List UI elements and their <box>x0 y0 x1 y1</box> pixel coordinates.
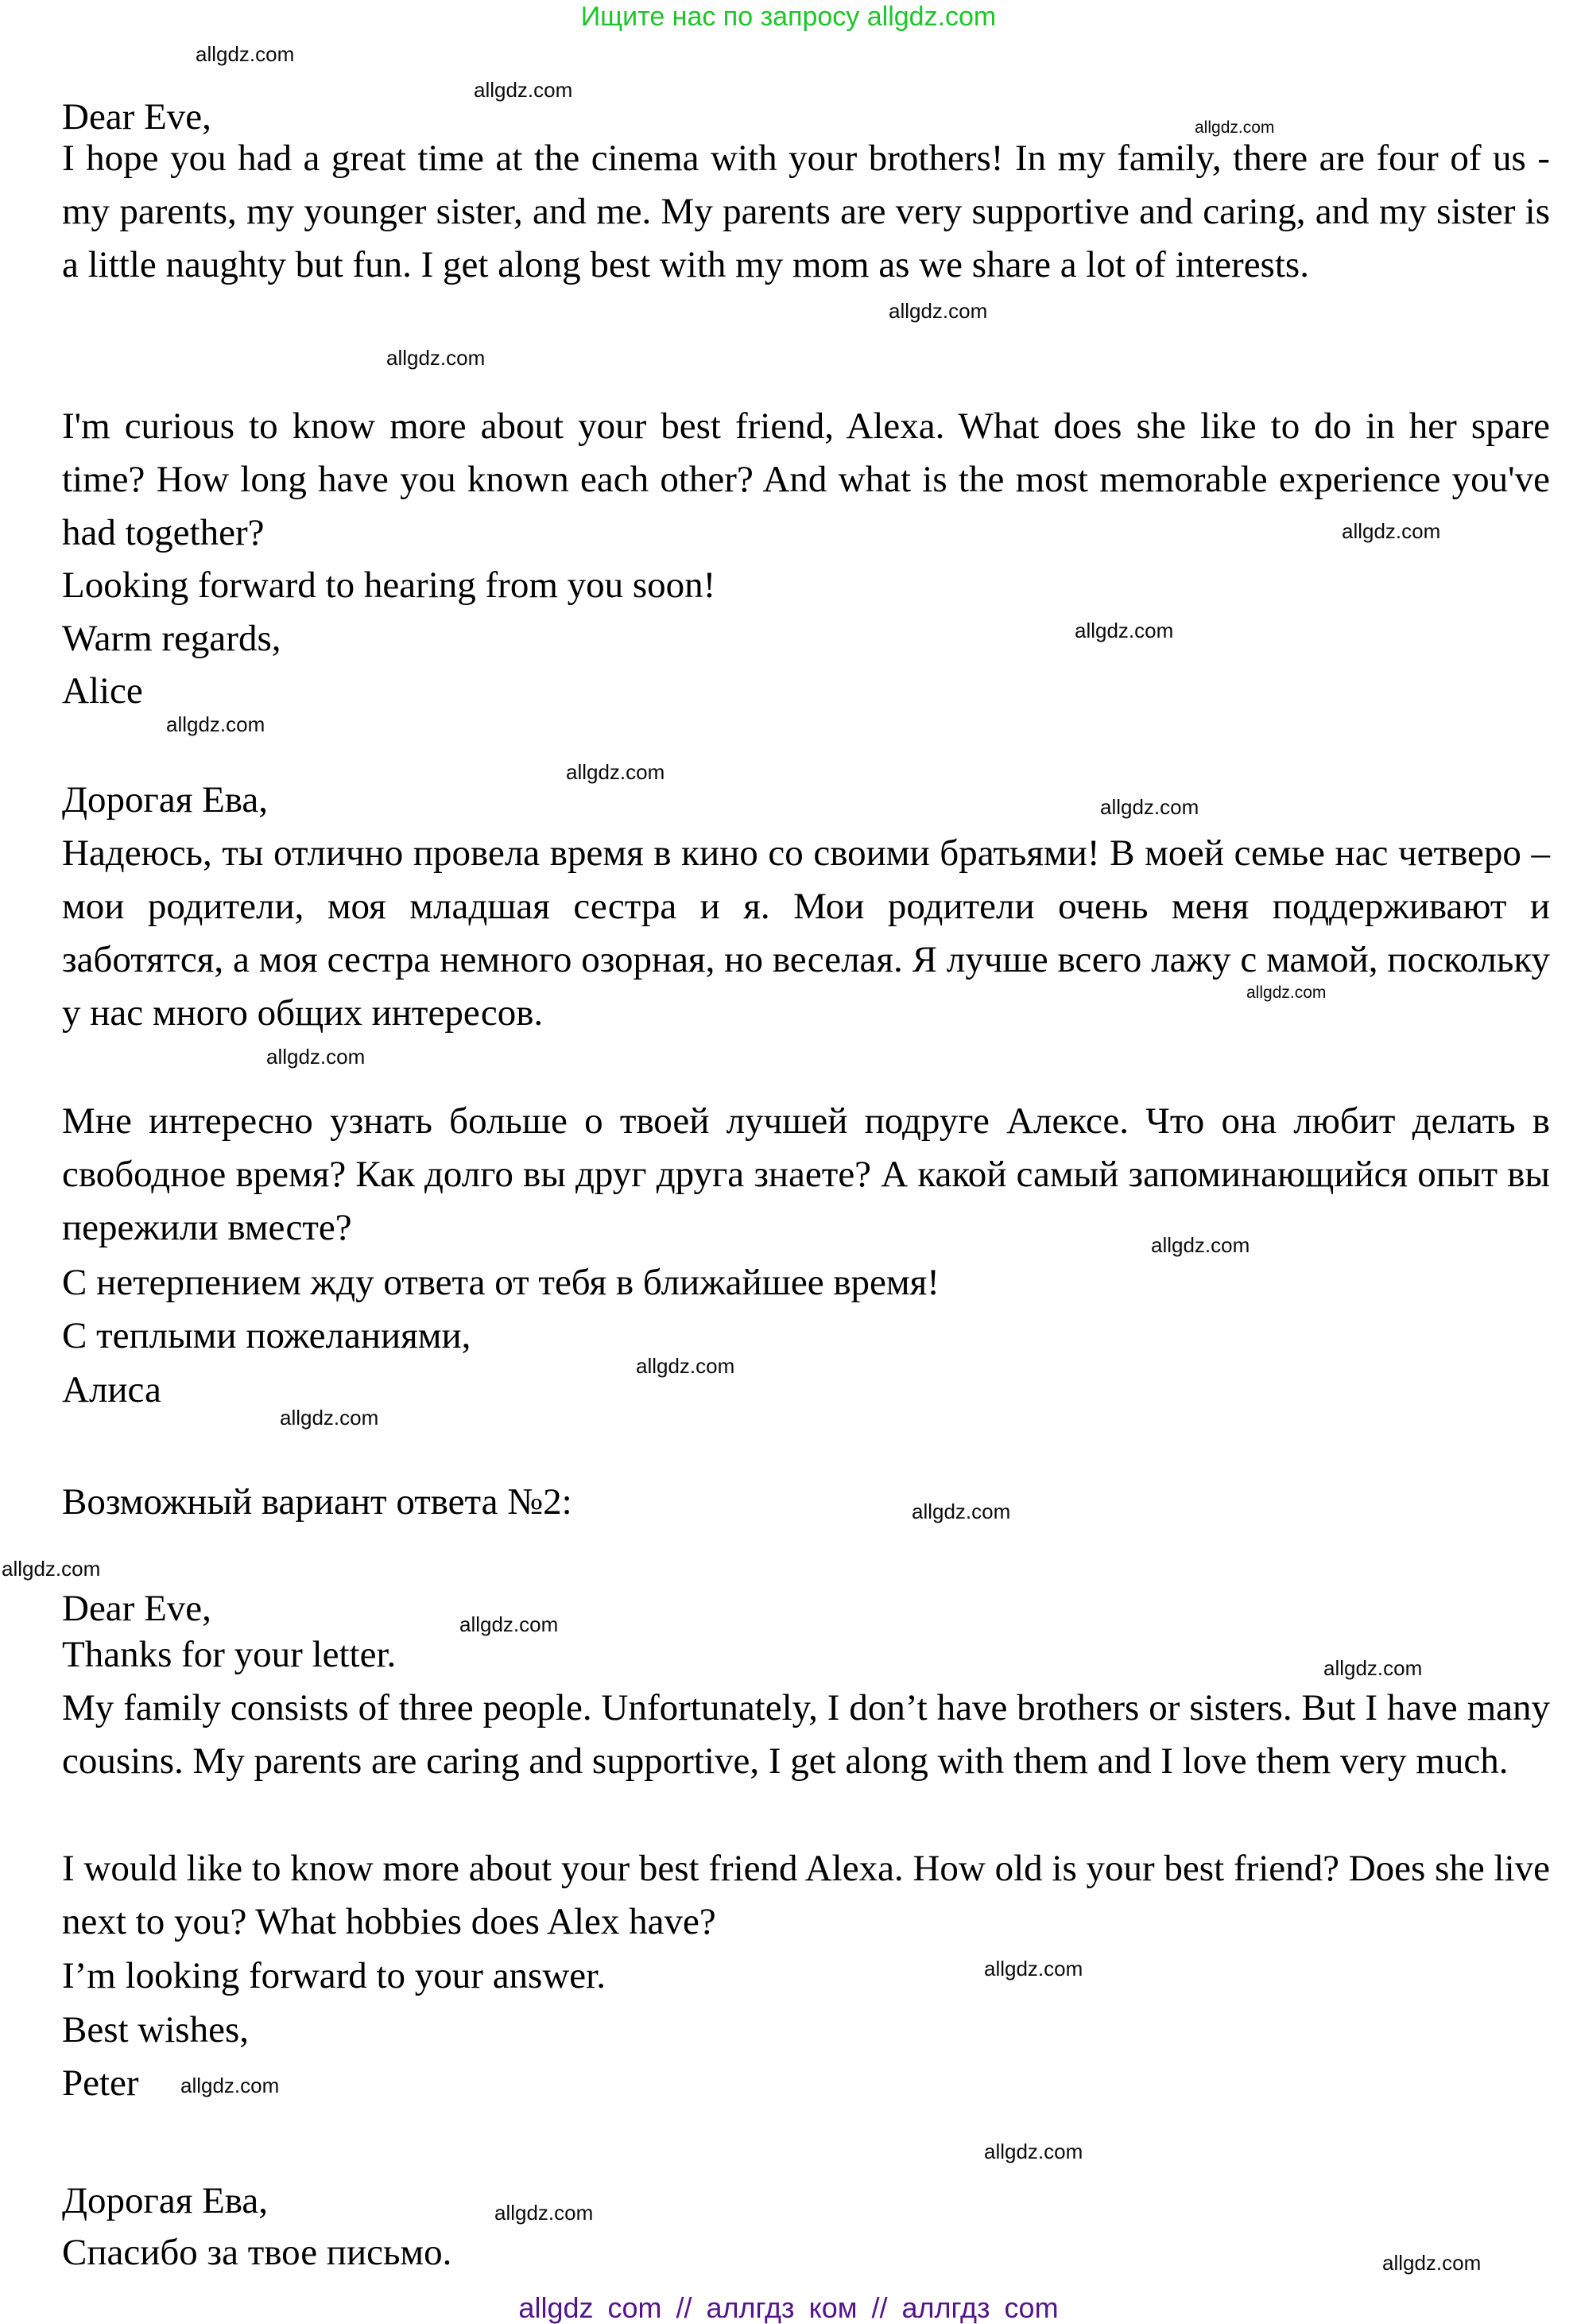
letter1-en-salutation: Dear Eve, <box>62 96 211 138</box>
letter2-en-paragraph-4: I’m looking forward to your answer. <box>62 1955 606 1996</box>
watermark: allgdz.com <box>984 2140 1083 2163</box>
letter1-en-paragraph-1: I hope you had a great time at the cinema with your brothers! In my family, there are four of us - my parents, my younger sister, and me. My parents are very supportive and caring, and my sister is a little naughty but fun. I get along best with my mom as we share a lot of interests. <box>62 138 1550 285</box>
letter1-en-closing: Warm regards, <box>62 618 281 659</box>
watermark: allgdz.com <box>166 712 265 736</box>
watermark: allgdz.com <box>180 2074 280 2097</box>
watermark: allgdz.com <box>1075 619 1174 642</box>
letter1-en-signature: Alice <box>62 670 143 712</box>
letter2-en-salutation: Dear Eve, <box>62 1588 211 1629</box>
letter2-ru-salutation: Дорогая Ева, <box>62 2180 268 2221</box>
letter2-en-paragraph-2: My family consists of three people. Unfortunately, I don’t have brothers or sisters. But I have many cousins. My parents are caring and supportive, I get along with them and I love them very much. <box>62 1687 1550 1782</box>
watermark: allgdz.com <box>1100 795 1199 819</box>
letter2-en-signature: Peter <box>62 2062 139 2104</box>
letter1-ru-salutation: Дорогая Ева, <box>62 779 268 821</box>
letter1-ru-signature: Алиса <box>62 1369 161 1410</box>
letter2-en-closing: Best wishes, <box>62 2009 249 2050</box>
watermark: allgdz.com <box>1151 1233 1250 1257</box>
letter1-ru-paragraph-3: С нетерпением жду ответа от тебя в ближайшее время! <box>62 1262 940 1303</box>
letter2-en-paragraph-3: I would like to know more about your best friend Alexa. How old is your best friend? Does she live next to you? What hobbies does Alex have? <box>62 1848 1550 1942</box>
letter2-en-paragraph-1: Thanks for your letter. <box>62 1634 397 1675</box>
watermark: allgdz.com <box>474 78 573 102</box>
watermark: allgdz.com <box>280 1406 379 1430</box>
letter1-ru-closing: С теплыми пожеланиями, <box>62 1315 471 1356</box>
watermark: allgdz.com <box>566 760 665 784</box>
watermark: allgdz.com <box>2 1557 101 1581</box>
watermark: allgdz.com <box>1246 984 1327 1002</box>
watermark: allgdz.com <box>889 299 988 323</box>
watermark: allgdz.com <box>1342 519 1441 543</box>
watermark: allgdz.com <box>266 1045 366 1069</box>
watermark: allgdz.com <box>386 346 486 370</box>
letter1-ru-paragraph-1: Надеюсь, ты отлично провела время в кино со своими братьями! В моей семье нас четверо – мои родители, моя младшая сестра и я. Мои родители очень меня поддерживают и заботятся, а моя сестра немного озорная, но веселая. Я лучше всего лажу с мамой, поскольку у нас много общих интересов. <box>62 832 1550 1034</box>
letter1-en-paragraph-3: Looking forward to hearing from you soon! <box>62 565 716 606</box>
letter1-ru-paragraph-2: Мне интересно узнать больше о твоей лучшей подруге Алексе. Что она любит делать в свободное время? Как долго вы друг друга знаете? А какой самый запоминающийся опыт вы пережили вместе? <box>62 1100 1550 1248</box>
watermark: allgdz.com <box>1195 118 1275 137</box>
letter1-en-paragraph-2: I'm curious to know more about your best friend, Alexa. What does she like to do in her spare time? How long have you known each other? And what is the most memorable experience you've had together? <box>62 405 1550 553</box>
section2-heading: Возможный вариант ответа №2: <box>62 1481 572 1523</box>
letter2-ru-paragraph-1: Спасибо за твое письмо. <box>62 2232 452 2273</box>
promo-header-text: Ищите нас по запросу allgdz.com <box>580 2 997 32</box>
watermark: allgdz.com <box>1323 1656 1423 1680</box>
watermark: allgdz.com <box>494 2201 594 2225</box>
watermark: allgdz.com <box>912 1500 1011 1523</box>
watermark: allgdz.com <box>984 1957 1083 1981</box>
watermark: allgdz.com <box>1382 2251 1482 2275</box>
promo-footer-text: allgdz com // аллгдз ком // аллгдз com <box>518 2291 1059 2324</box>
watermark: allgdz.com <box>459 1612 559 1636</box>
watermark: allgdz.com <box>636 1354 735 1378</box>
watermark: allgdz.com <box>196 42 295 66</box>
